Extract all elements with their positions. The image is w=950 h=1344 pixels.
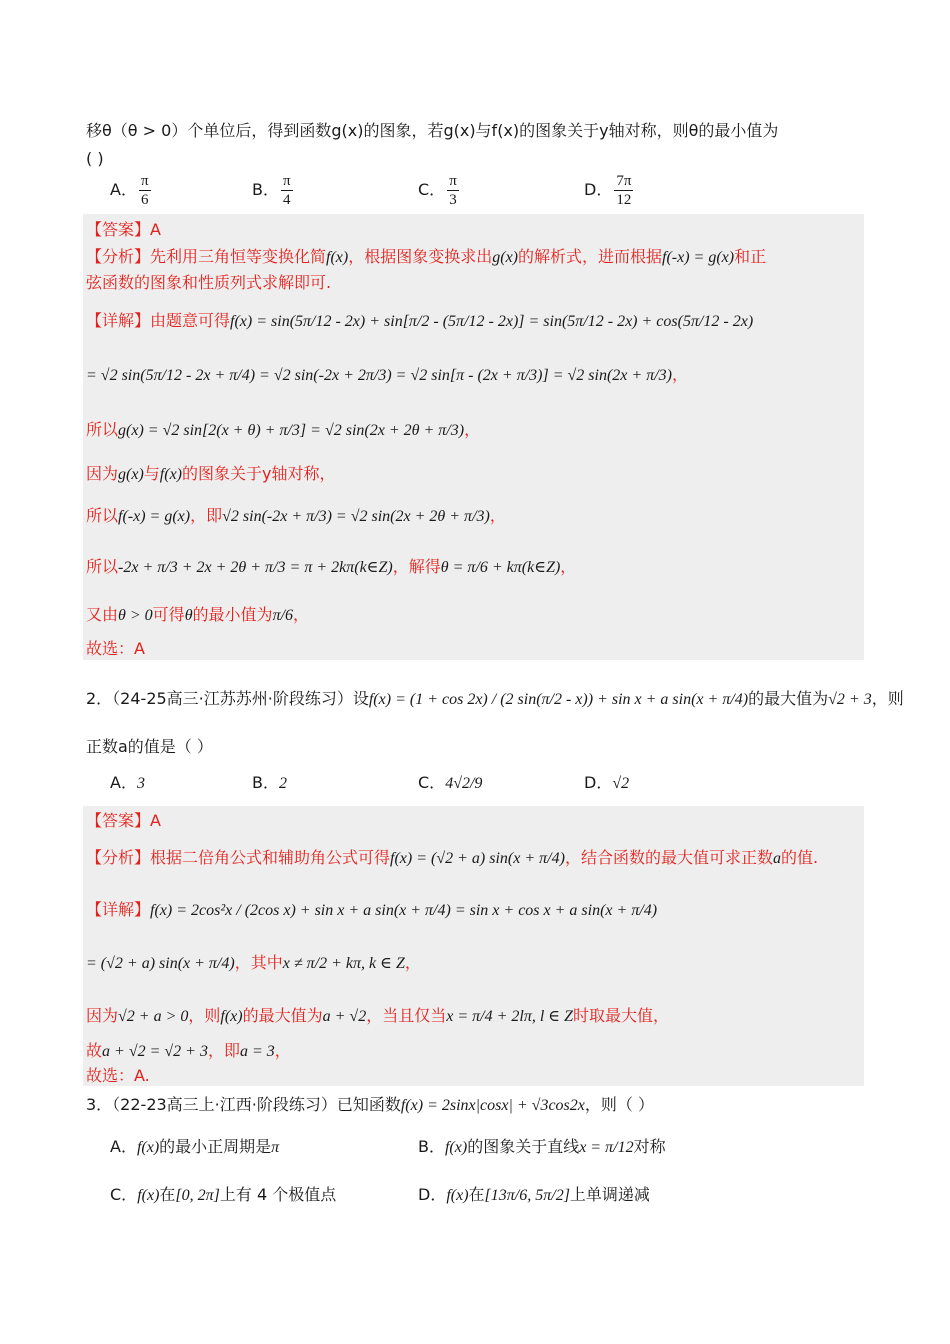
sol2-because: 因为√2 + a > 0，则f(x)的最大值为a + √2，当且仅当x = π/4 + 2lπ, l ∈ Z时取最大值， bbox=[86, 1006, 670, 1025]
q1-paren: ( ) bbox=[86, 149, 104, 168]
q1-stem-line: 移θ（θ > 0）个单位后，得到函数g(x)的图象，若g(x)与f(x)的图象关于y轴对称，则θ的最小值为 bbox=[86, 121, 779, 140]
sol1-so2: 所以f(-x) = g(x)，即√2 sin(-2x + π/3) = √2 sin(2x + 2θ + π/3)， bbox=[86, 506, 506, 525]
q2-option-d[interactable]: D．√2 bbox=[584, 773, 630, 792]
sol1-answer: 【答案】A bbox=[86, 220, 161, 239]
q3-option-a[interactable]: A．f(x)的最小正周期是π bbox=[110, 1137, 280, 1156]
sol2-answer: 【答案】A bbox=[86, 811, 161, 830]
q3-option-d[interactable]: D．f(x)在[13π/6, 5π/2]上单调递减 bbox=[418, 1185, 650, 1204]
sol1-detail: 【详解】由题意可得f(x) = sin(5π/12 - 2x) + sin[π/2 - (5π/12 - 2x)] = sin(5π/12 - 2x) + cos(5π/12 - 2x) bbox=[86, 311, 754, 330]
sol2-line2: = (√2 + a) sin(x + π/4)，其中x ≠ π/2 + kπ, k ∈ Z， bbox=[86, 953, 421, 972]
q2-option-c[interactable]: C．4√2/9 bbox=[418, 773, 483, 792]
q1-option-c[interactable]: C． $\frac{\pi}{3}$ bbox=[418, 173, 457, 208]
sol1-because: 因为g(x)与f(x)的图象关于y轴对称， bbox=[86, 464, 336, 483]
q2-stem: 2．（24-25高三·江苏苏州·阶段练习）设f(x) = (1 + cos 2x) / (2 sin(π/2 - x)) + sin x + a sin(x + π/4)的最大值为√2 + 3，则 bbox=[86, 689, 904, 708]
q1-option-d[interactable]: D． $\frac{7\pi}{12}$ bbox=[584, 173, 632, 208]
q3-option-c[interactable]: C．f(x)在[0, 2π]上有 4 个极值点 bbox=[110, 1185, 337, 1204]
q1-option-a[interactable]: A． $\frac{\pi}{6}$ bbox=[110, 173, 149, 208]
sol2-detail: 【详解】f(x) = 2cos²x / (2cos x) + sin x + a sin(x + π/4) = sin x + cos x + a sin(x + π/4) bbox=[86, 900, 658, 919]
q2-stem-line2: 正数a的值是（ ） bbox=[86, 737, 213, 756]
sol2-analysis: 【分析】根据二倍角公式和辅助角公式可得f(x) = (√2 + a) sin(x + π/4)，结合函数的最大值可求正数a的值. bbox=[86, 848, 819, 867]
sol1-analysis: 【分析】先利用三角恒等变换化简f(x)，根据图象变换求出g(x)的解析式，进而根据f(-x) = g(x)和正 bbox=[86, 247, 767, 266]
sol2-choose: 故选：A. bbox=[86, 1066, 150, 1085]
q2-option-b[interactable]: B．2 bbox=[252, 773, 287, 792]
q1-option-b[interactable]: B． $\frac{\pi}{4}$ bbox=[252, 173, 291, 208]
sol1-eq-line2: = √2 sin(5π/12 - 2x + π/4) = √2 sin(-2x + 2π/3) = √2 sin[π - (2x + π/3)] = √2 sin(2x + π/3)， bbox=[86, 365, 688, 384]
sol1-choose: 故选：A bbox=[86, 639, 145, 658]
sol1-so3: 所以-2x + π/3 + 2x + 2θ + π/3 = π + 2kπ(k∈Z)，解得θ = π/6 + kπ(k∈Z)， bbox=[86, 557, 577, 576]
sol1-also: 又由θ > 0可得θ的最小值为π/6， bbox=[86, 605, 310, 624]
q3-option-b[interactable]: B．f(x)的图象关于直线x = π/12对称 bbox=[418, 1137, 666, 1156]
sol1-so1: 所以g(x) = √2 sin[2(x + θ) + π/3] = √2 sin(2x + 2θ + π/3)， bbox=[86, 420, 481, 439]
q3-stem: 3．（22-23高三上·江西·阶段练习）已知函数f(x) = 2sinx|cosx| + √3cos2x，则（ ） bbox=[86, 1095, 654, 1114]
sol1-analysis-line2: 弦函数的图象和性质列式求解即可. bbox=[86, 273, 332, 292]
q2-option-a[interactable]: A．3 bbox=[110, 773, 145, 792]
sol2-so: 故a + √2 = √2 + 3，即a = 3， bbox=[86, 1041, 291, 1060]
